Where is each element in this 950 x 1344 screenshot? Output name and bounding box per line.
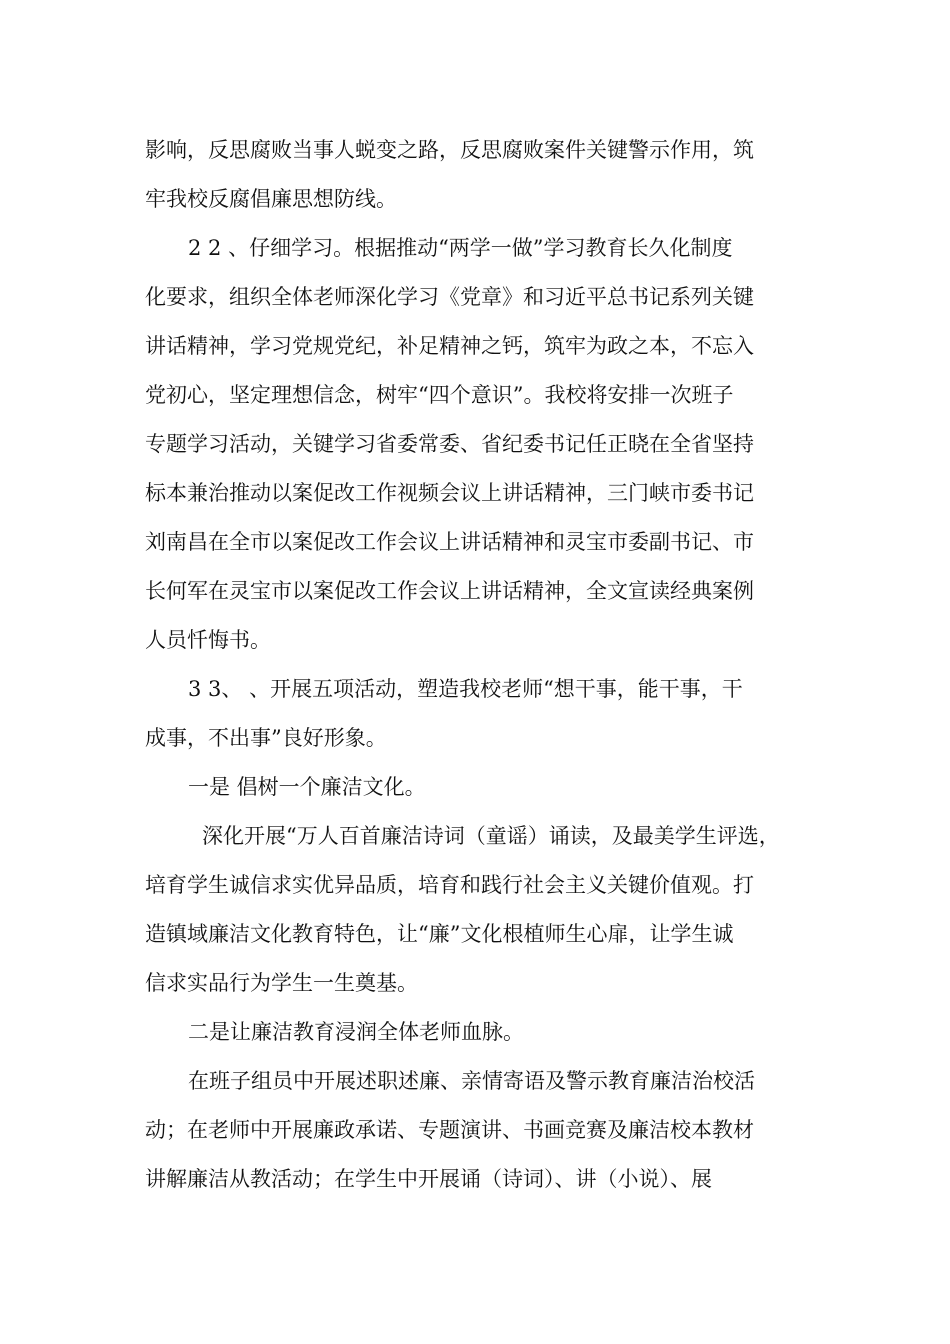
text-line: 在班子组员中开展述职述廉、亲情寄语及警示教育廉洁治校活 bbox=[188, 1069, 755, 1093]
text-line: 影响，反思腐败当事人蜕变之路，反思腐败案件关键警示作用，筑 bbox=[145, 138, 754, 162]
text-line: 专题学习活动，关键学习省委常委、省纪委书记任正晓在全省坚持 bbox=[145, 432, 754, 456]
text-line: 化要求，组织全体老师深化学习《党章》和习近平总书记系列关键 bbox=[145, 285, 754, 309]
text-line: 二是让廉洁教育浸润全体老师血脉。 bbox=[188, 1020, 524, 1044]
text-line: 人员忏悔书。 bbox=[145, 628, 271, 652]
text-line: 成事，不出事”良好形象。 bbox=[145, 726, 387, 750]
text-line: 动；在老师中开展廉政承诺、专题演讲、书画竞赛及廉洁校本教材 bbox=[145, 1118, 754, 1142]
text-line: 标本兼治推动以案促改工作视频会议上讲话精神，三门峡市委书记 bbox=[145, 481, 754, 505]
text-line: 造镇域廉洁文化教育特色，让“廉”文化根植师生心扉，让学生诚 bbox=[145, 922, 734, 946]
text-line: 培育学生诚信求实优异品质，培育和践行社会主义关键价值观。打 bbox=[145, 873, 754, 897]
text-line: 3 3、 、开展五项活动，塑造我校老师“想干事，能干事，干 bbox=[188, 677, 743, 701]
text-line: 刘南昌在全市以案促改工作会议上讲话精神和灵宝市委副书记、市 bbox=[145, 530, 754, 554]
text-line: 党初心，坚定理想信念，树牢“四个意识”。我校将安排一次班子 bbox=[145, 383, 734, 407]
text-line: 牢我校反腐倡廉思想防线。 bbox=[145, 187, 397, 211]
text-line: 深化开展“万人百首廉洁诗词（童谣）诵读，及最美学生评选， bbox=[202, 824, 780, 848]
text-line: 讲话精神，学习党规党纪，补足精神之钙，筑牢为政之本，不忘入 bbox=[145, 334, 754, 358]
text-line: 2 2 、仔细学习。根据推动“两学一做”学习教育长久化制度 bbox=[188, 236, 733, 260]
text-line: 长何军在灵宝市以案促改工作会议上讲话精神，全文宣读经典案例 bbox=[145, 579, 754, 603]
text-line: 讲解廉洁从教活动；在学生中开展诵（诗词）、讲（小说）、展 bbox=[145, 1167, 712, 1191]
body-text bbox=[145, 126, 810, 1204]
text-line: 信求实品行为学生一生奠基。 bbox=[145, 971, 418, 995]
text-line: 一是 倡树一个廉洁文化。 bbox=[188, 775, 426, 799]
